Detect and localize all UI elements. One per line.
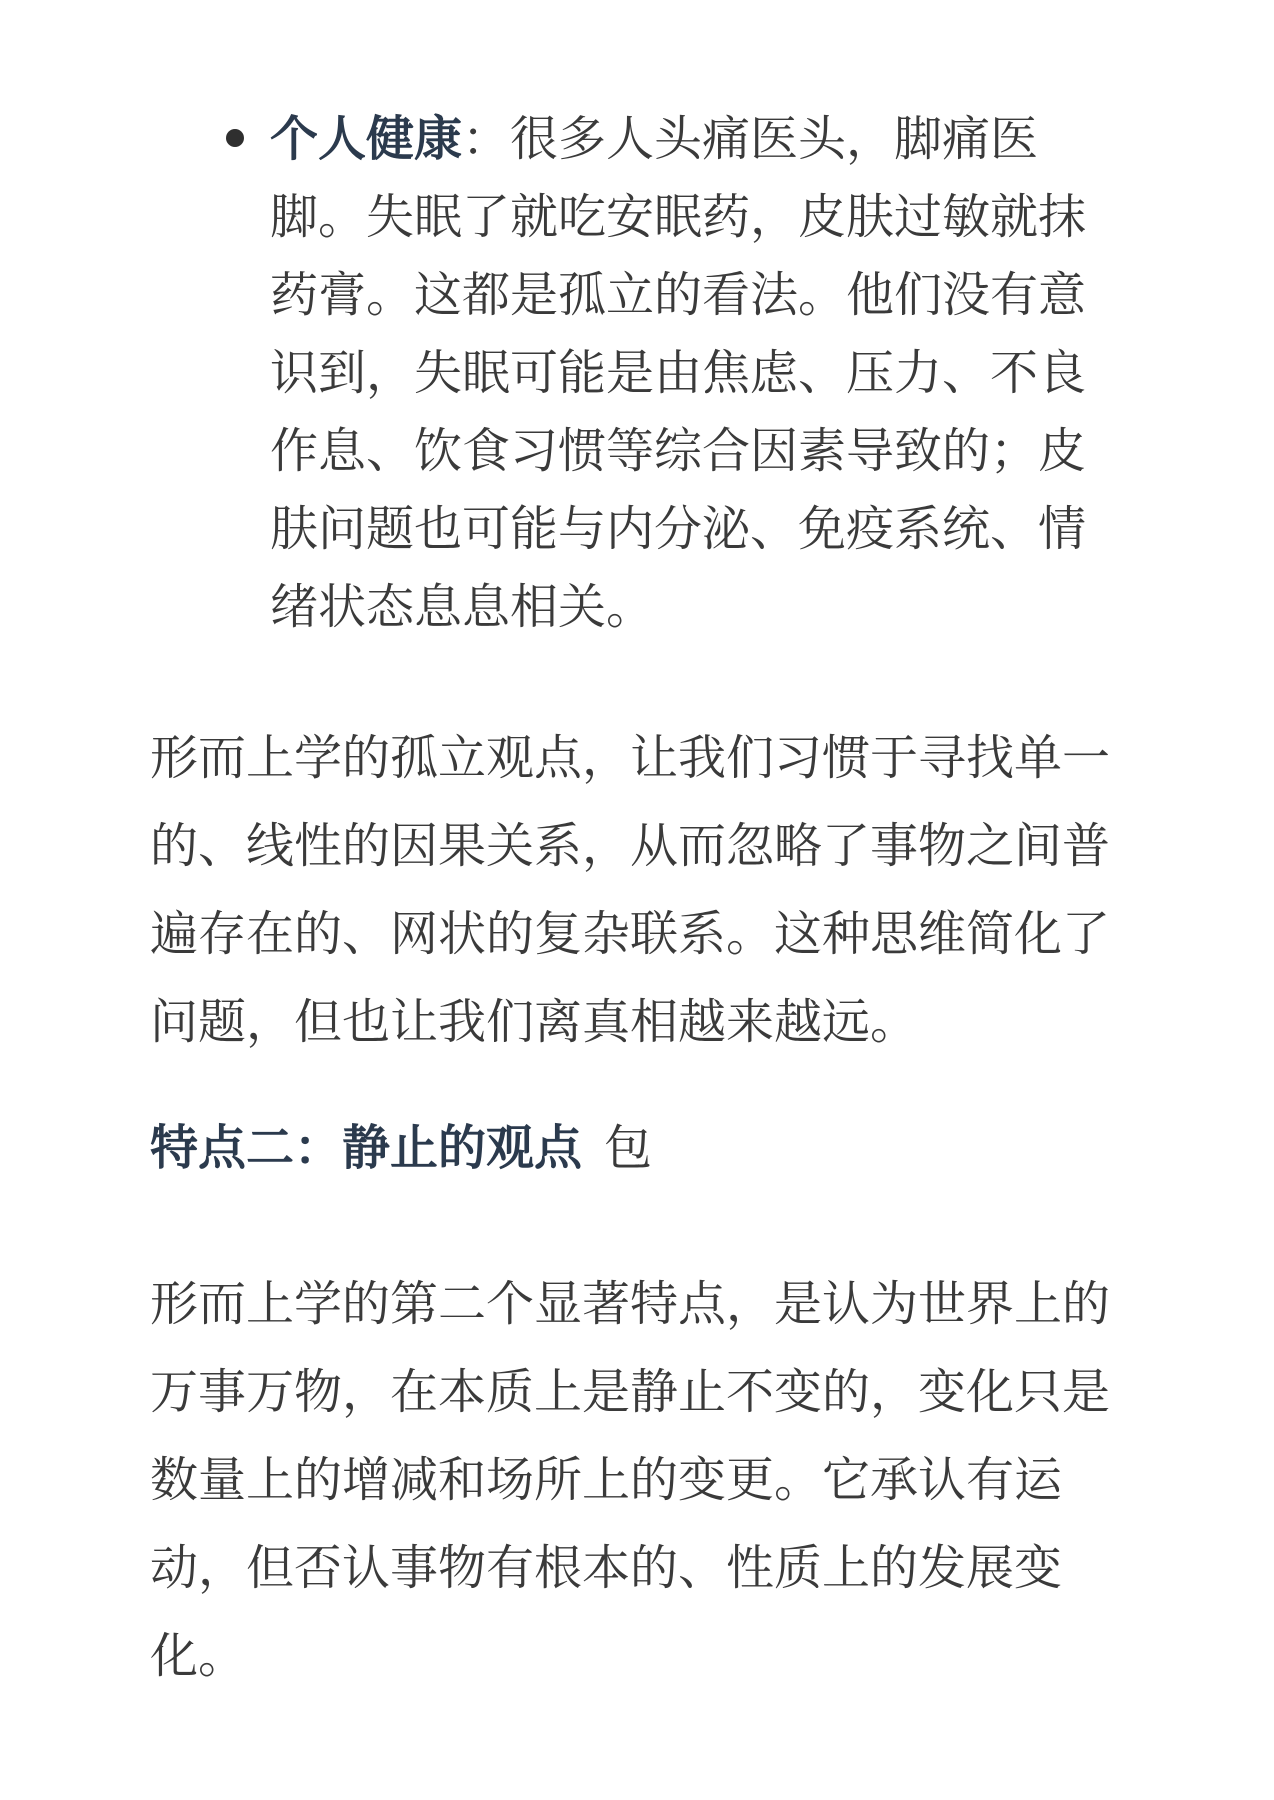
list-item	[270, 100, 1100, 646]
bullet-dot-icon	[226, 129, 244, 147]
paragraph-isolated-view: 形而上学的孤立观点，让我们习惯于寻找单一的、线性的因果关系，从而忽略了事物之间普遍存在的、网状的复杂联系。这种思维简化了问题，但也让我们离真相越来越远。	[150, 730, 1111, 1050]
section-heading	[150, 1108, 1130, 1188]
paragraph-static-view: 形而上学的第二个显著特点，是认为世界上的万事万物，在本质上是静止不变的，变化只是数量上的增减和场所上的变更。它承认有运动，但否认事物有根本的、性质上的发展变化。	[150, 1276, 1111, 1684]
bullet-term: 个人健康	[270, 111, 463, 167]
bullet-text: ：很多人头痛医头，脚痛医脚。失眠了就吃安眠药，皮肤过敏就抹药膏。这都是孤立的看法。他们没有意识到，失眠可能是由焦虑、压力、不良作息、饮食习惯等综合因素导致的；皮肤问题也可能与内分泌、免疫系统、情绪状态息息相关。	[270, 111, 1087, 635]
heading-extra-char: 包	[604, 1120, 653, 1176]
heading-title: 特点二：静止的观点	[150, 1120, 583, 1176]
